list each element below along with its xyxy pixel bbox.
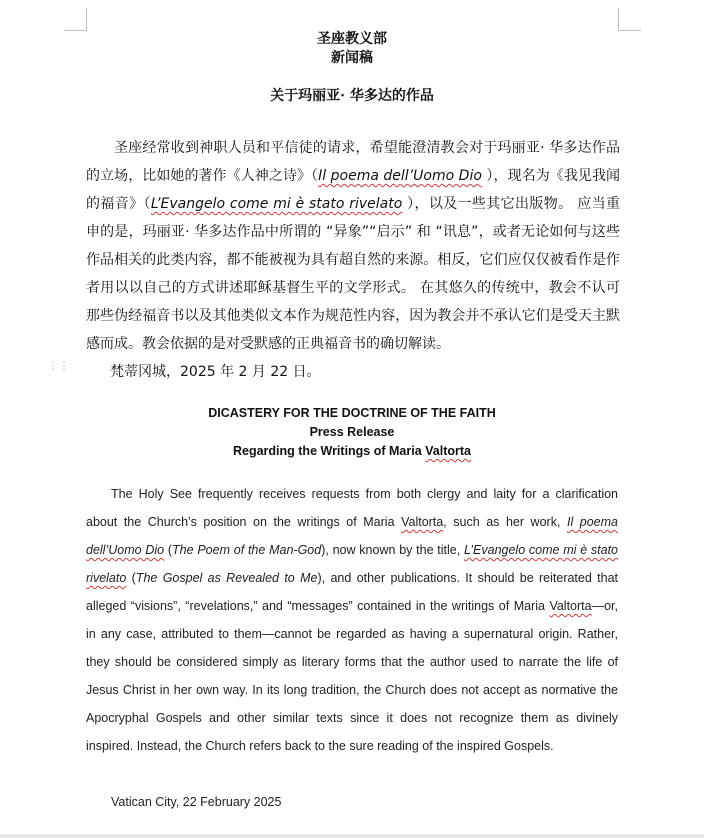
en-title-name: Valtorta bbox=[425, 444, 471, 458]
en-text: ), now known by the title, bbox=[321, 543, 464, 557]
en-translation-2: The Gospel as Revealed to Me bbox=[135, 571, 318, 585]
margin-corner-top-left bbox=[64, 8, 87, 31]
zh-text: 圣座经常收到神职人员和平信徒的请求，希望能澄清教会对于玛丽亚· 华多达作品的立场，比如她的著作《人神之诗》（ bbox=[86, 140, 620, 184]
en-title-text: Regarding the Writings of Maria bbox=[232, 444, 426, 458]
en-title bbox=[86, 442, 618, 461]
en-work-title-1: Il poema dell’Uomo Dio bbox=[86, 515, 618, 557]
zh-text: ），以及一些其它出版物。 应当重申的是，玛丽亚· 华多达作品中所谓的 “异象”“启示” 和 “讯息”，或者无论如何与这些作品相关的此类内容，都不能被视为具有超自然的来源。相反，它们应仅仅被看作是作者用以以自己的方式讲述耶稣基督生平的文学形式。 在其悠久的传统中，教会不认可那些伪经福音书以及其他类似文本作为规范性内容，因为教会并不承认它们是受天主默感而成。教会依据的是对受默感的正典福音书的确切解读。 bbox=[86, 196, 620, 352]
zh-work-title-2: L’Evangelo come mi è stato rivelato bbox=[150, 196, 403, 212]
en-work-title-2: L’Evangelo come mi è stato rivelato bbox=[86, 543, 619, 585]
en-text: ( bbox=[126, 571, 136, 585]
margin-corner-top-right bbox=[618, 8, 641, 31]
bottom-scroll-edge bbox=[0, 834, 704, 838]
zh-release-heading: 新闻稿 bbox=[331, 50, 373, 66]
zh-work-title-1: Il poema dell’Uomo Dio bbox=[318, 168, 482, 184]
en-translation-1: The Poem of the Man-God bbox=[172, 543, 322, 557]
en-text: ( bbox=[164, 543, 173, 557]
zh-text: ），现名为《我见我闻的福音》（ bbox=[86, 168, 621, 212]
en-release-heading: Press Release bbox=[309, 425, 395, 439]
zh-title: 关于玛丽亚· 华多达的作品 bbox=[270, 88, 434, 104]
en-date: Vatican City, 22 February 2025 bbox=[111, 795, 282, 809]
en-text: , such as her work, bbox=[443, 515, 567, 529]
en-text: The Holy See frequently receives requests from both clergy and laity for a clarification about the Church’s position on the writings of Maria bbox=[86, 487, 618, 529]
en-name: Valtorta bbox=[401, 515, 444, 529]
zh-paragraph bbox=[86, 134, 620, 358]
zh-org-heading: 圣座教义部 bbox=[317, 31, 387, 47]
drag-handle-icon[interactable]: ⋮⋮ bbox=[48, 361, 70, 372]
en-name: Valtorta bbox=[549, 599, 592, 613]
en-text: —or, in any case, attributed to them—cannot be regarded as having a supernatural origin. Rather, they should be considered simply as literary forms that the author used to narrate the life of Jesus Christ in her own way. In its long tradition, the Church does not accept as normative the Apocryphal Gospels and other similar texts since it does not recognize them as divinely inspired. Instead, the Church refers back to the sure reading of the inspired Gospels. bbox=[86, 599, 618, 753]
en-text: ), and other publications. It should be reiterated that alleged “visions”, “revelations,” and “messages” contained in the writings of Maria bbox=[86, 571, 618, 613]
zh-date: 梵蒂冈城，2025 年 2 月 22 日。 bbox=[110, 364, 321, 380]
en-org-heading: DICASTERY FOR THE DOCTRINE OF THE FAITH bbox=[208, 406, 496, 420]
en-paragraph bbox=[86, 480, 618, 760]
